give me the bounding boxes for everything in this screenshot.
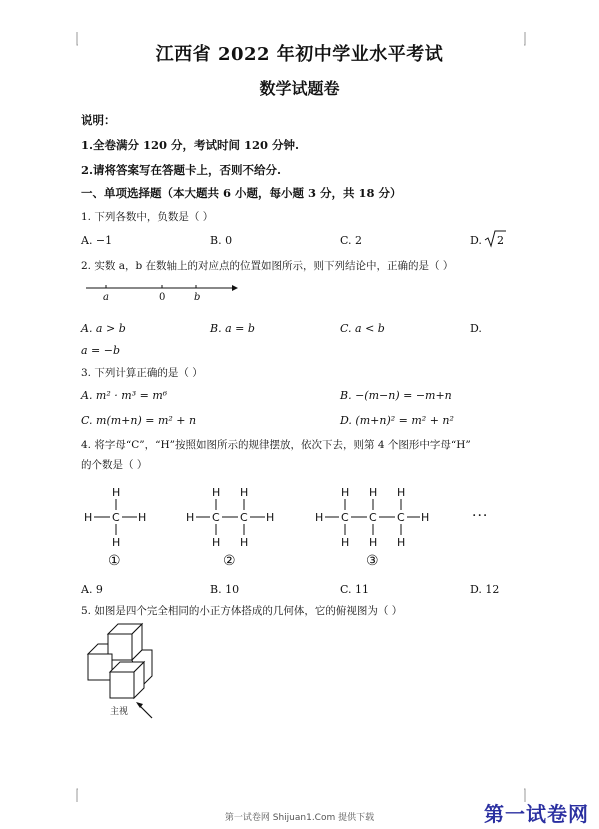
svg-text:H: H bbox=[138, 511, 147, 524]
page-footer: 第一试卷网 Shijuan1.Com 提供下载 bbox=[224, 813, 375, 823]
svg-text:H: H bbox=[369, 536, 378, 549]
corner-mark-bottom-left bbox=[64, 788, 78, 802]
svg-text:H: H bbox=[212, 536, 221, 549]
q2-option-a: A. a > b bbox=[81, 322, 126, 335]
q1-stem: 1. 下列各数中，负数是（ ） bbox=[81, 211, 214, 223]
svg-text:H: H bbox=[212, 486, 221, 499]
q2-option-d: D. bbox=[470, 322, 482, 335]
svg-text:H: H bbox=[112, 536, 121, 549]
q3-option-d: D. (m+n)² = m² + n² bbox=[340, 414, 454, 427]
front-view-label: 主视 bbox=[110, 707, 129, 717]
svg-text:H: H bbox=[341, 536, 350, 549]
axis-label-a: a bbox=[103, 292, 109, 303]
axis-label-zero: 0 bbox=[159, 292, 166, 303]
svg-text:H: H bbox=[112, 486, 121, 499]
q2-option-c: C. a < b bbox=[340, 322, 385, 335]
note-1: 1.全卷满分 120 分，考试时间 120 分钟. bbox=[81, 138, 300, 152]
note-2: 2.请将答案写在答题卡上，否则不给分. bbox=[81, 163, 282, 177]
molecule-figure-2 bbox=[186, 484, 278, 550]
q2-option-d-value: a = −b bbox=[81, 344, 121, 357]
exam-subtitle: 数学试题卷 bbox=[259, 79, 340, 98]
q3-option-b: B. −(m−n) = −m+n bbox=[340, 389, 452, 402]
notes-heading: 说明： bbox=[81, 113, 116, 127]
q3-stem: 3. 下列计算正确的是（ ） bbox=[81, 367, 203, 379]
svg-text:H: H bbox=[240, 486, 249, 499]
svg-text:C: C bbox=[112, 511, 120, 524]
q1-option-c: C. 2 bbox=[340, 234, 363, 247]
q2-option-b: B. a = b bbox=[210, 322, 255, 335]
svg-text:C: C bbox=[369, 511, 377, 524]
svg-text:H: H bbox=[240, 536, 249, 549]
svg-text:C: C bbox=[341, 511, 349, 524]
figure-label-3: ③ bbox=[366, 553, 379, 569]
figure-ellipsis: ··· bbox=[472, 508, 489, 524]
molecule-figure-1 bbox=[84, 484, 150, 550]
q1-option-d: D. bbox=[470, 234, 482, 247]
svg-text:C: C bbox=[240, 511, 248, 524]
sqrt2-icon bbox=[484, 229, 508, 249]
q4-option-a: A. 9 bbox=[81, 583, 103, 596]
q2-stem: 2. 实数 a，b 在数轴上的对应点的位置如图所示，则下列结论中，正确的是（ ） bbox=[81, 260, 454, 272]
q3-option-a: A. m² · m³ = m⁶ bbox=[81, 389, 168, 402]
svg-text:C: C bbox=[212, 511, 220, 524]
q4-option-b: B. 10 bbox=[210, 583, 240, 596]
svg-text:H: H bbox=[341, 486, 350, 499]
axis-label-b: b bbox=[194, 292, 201, 303]
q3-option-c: C. m(m+n) = m² + n bbox=[81, 414, 197, 427]
molecule-figure-3 bbox=[315, 484, 433, 550]
svg-text:H: H bbox=[421, 511, 430, 524]
svg-text:H: H bbox=[266, 511, 275, 524]
brand-watermark: 第一试卷网 bbox=[484, 802, 589, 826]
svg-text:H: H bbox=[84, 511, 93, 524]
exam-title: 江西省 2022 年初中学业水平考试 bbox=[155, 44, 444, 65]
figure-label-2: ② bbox=[223, 553, 236, 569]
svg-text:H: H bbox=[315, 511, 324, 524]
svg-text:H: H bbox=[397, 486, 406, 499]
svg-text:H: H bbox=[397, 536, 406, 549]
svg-text:H: H bbox=[186, 511, 195, 524]
svg-text:H: H bbox=[369, 486, 378, 499]
q5-stem: 5. 如图是四个完全相同的小正方体搭成的几何体，它的俯视图为（ ） bbox=[81, 605, 403, 617]
q4-option-c: C. 11 bbox=[340, 583, 370, 596]
section-heading: 一、单项选择题（本大题共 6 小题，每小题 3 分，共 18 分） bbox=[81, 186, 402, 200]
svg-text:C: C bbox=[397, 511, 405, 524]
q4-stem-line2: 的个数是（ ） bbox=[81, 459, 148, 471]
q4-option-d: D. 12 bbox=[470, 583, 500, 596]
q1-option-a: A. −1 bbox=[81, 234, 113, 247]
q1-option-b: B. 0 bbox=[210, 234, 233, 247]
figure-label-1: ① bbox=[108, 553, 121, 569]
q4-stem-line1: 4. 将字母“C”，“H”按照如图所示的规律摆放，依次下去，则第 4 个图形中字母“H” bbox=[81, 439, 471, 451]
svg-text:2: 2 bbox=[497, 234, 504, 247]
